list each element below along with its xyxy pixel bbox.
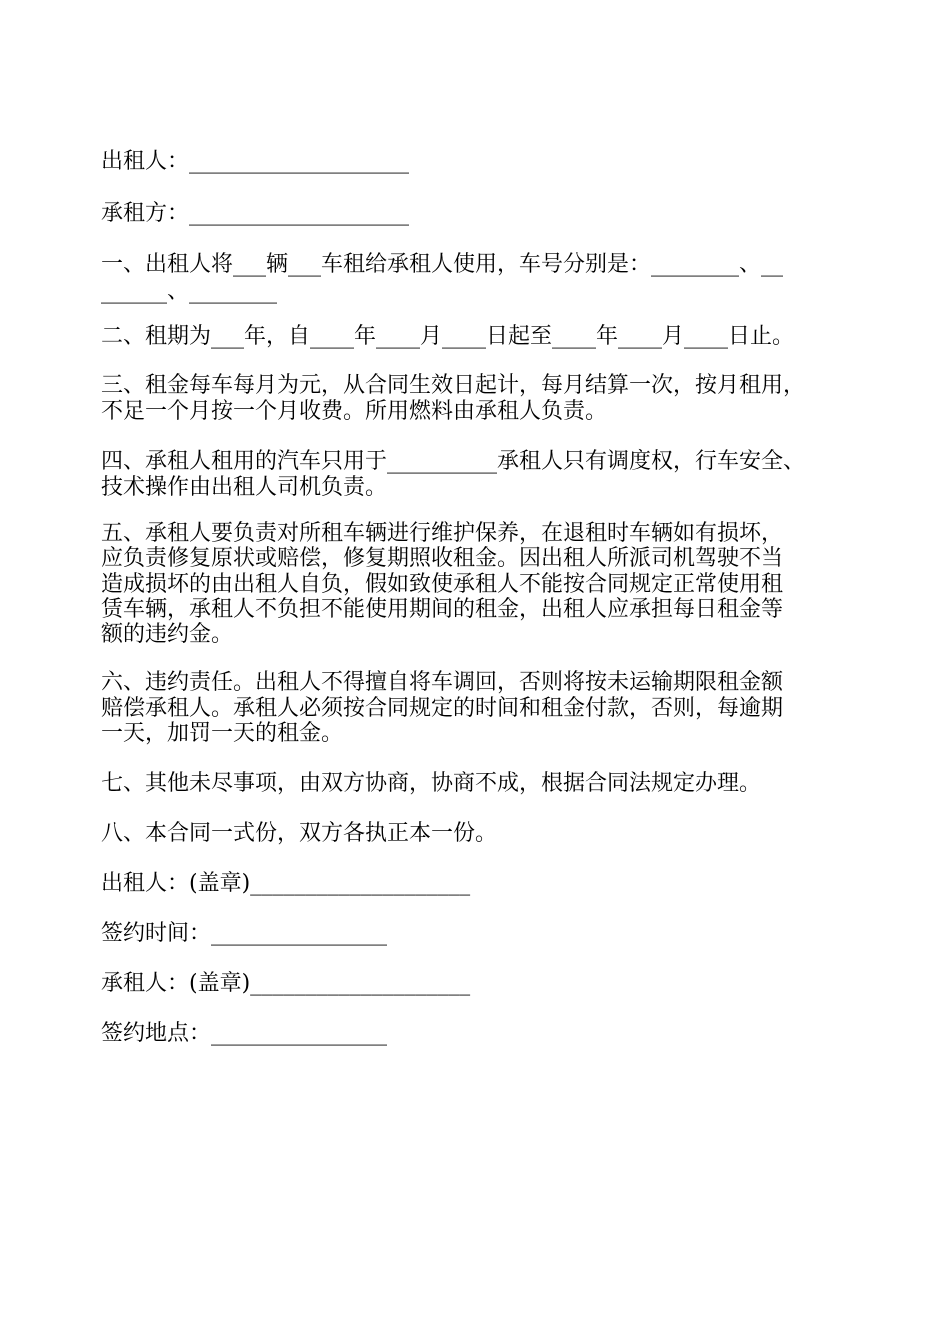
clause-4-line-2: 技术操作由出租人司机负责。 [101, 475, 388, 500]
clause-1-line-2: ______、________ [101, 279, 278, 304]
lessor-seal-line: 出租人：(盖章)____________________ [101, 871, 471, 896]
clause-6-line-1: 六、违约责任。出租人不得擅自将车调回，否则将按未运输期限租金额 [101, 670, 784, 695]
clause-3-line-1: 三、租金每车每月为元，从合同生效日起计，每月结算一次，按月租用， [101, 373, 806, 398]
clause-2-line-1: 二、租期为___年，自____年____月____日起至____年____月____日止。 [101, 324, 795, 349]
clause-5-line-1: 五、承租人要负责对所租车辆进行维护保养，在退租时车辆如有损坏， [101, 521, 784, 546]
clause-6-line-2: 赔偿承租人。承租人必须按合同规定的时间和租金付款，否则，每逾期 [101, 696, 784, 721]
clause-5-line-3: 造成损坏的由出租人自负，假如致使承租人不能按合同规定正常使用租 [101, 572, 784, 597]
signing-time-line: 签约时间：________________ [101, 921, 388, 946]
clause-5-line-2: 应负责修复原状或赔偿，修复期照收租金。因出租人所派司机驾驶不当 [101, 546, 784, 571]
lessee-seal-line: 承租人：(盖章)____________________ [101, 971, 471, 996]
clause-8-line-1: 八、本合同一式份，双方各执正本一份。 [101, 821, 498, 846]
clause-6-line-3: 一天，加罚一天的租金。 [101, 721, 344, 746]
clause-3-line-2: 不足一个月按一个月收费。所用燃料由承租人负责。 [101, 399, 608, 424]
clause-1-line-1: 一、出租人将___辆___车租给承租人使用，车号分别是：________、__ [101, 252, 784, 277]
clause-5-line-5: 额的违约金。 [101, 622, 234, 647]
lessor-line: 出租人：____________________ [101, 149, 410, 174]
clause-7-line-1: 七、其他未尽事项，由双方协商，协商不成，根据合同法规定办理。 [101, 771, 762, 796]
lessee-line: 承租方：____________________ [101, 201, 410, 226]
clause-5-line-4: 赁车辆，承租人不负担不能使用期间的租金，出租人应承担每日租金等 [101, 597, 784, 622]
clause-4-line-1: 四、承租人租用的汽车只用于__________承租人只有调度权，行车安全、 [101, 449, 806, 474]
signing-place-line: 签约地点：________________ [101, 1021, 388, 1046]
